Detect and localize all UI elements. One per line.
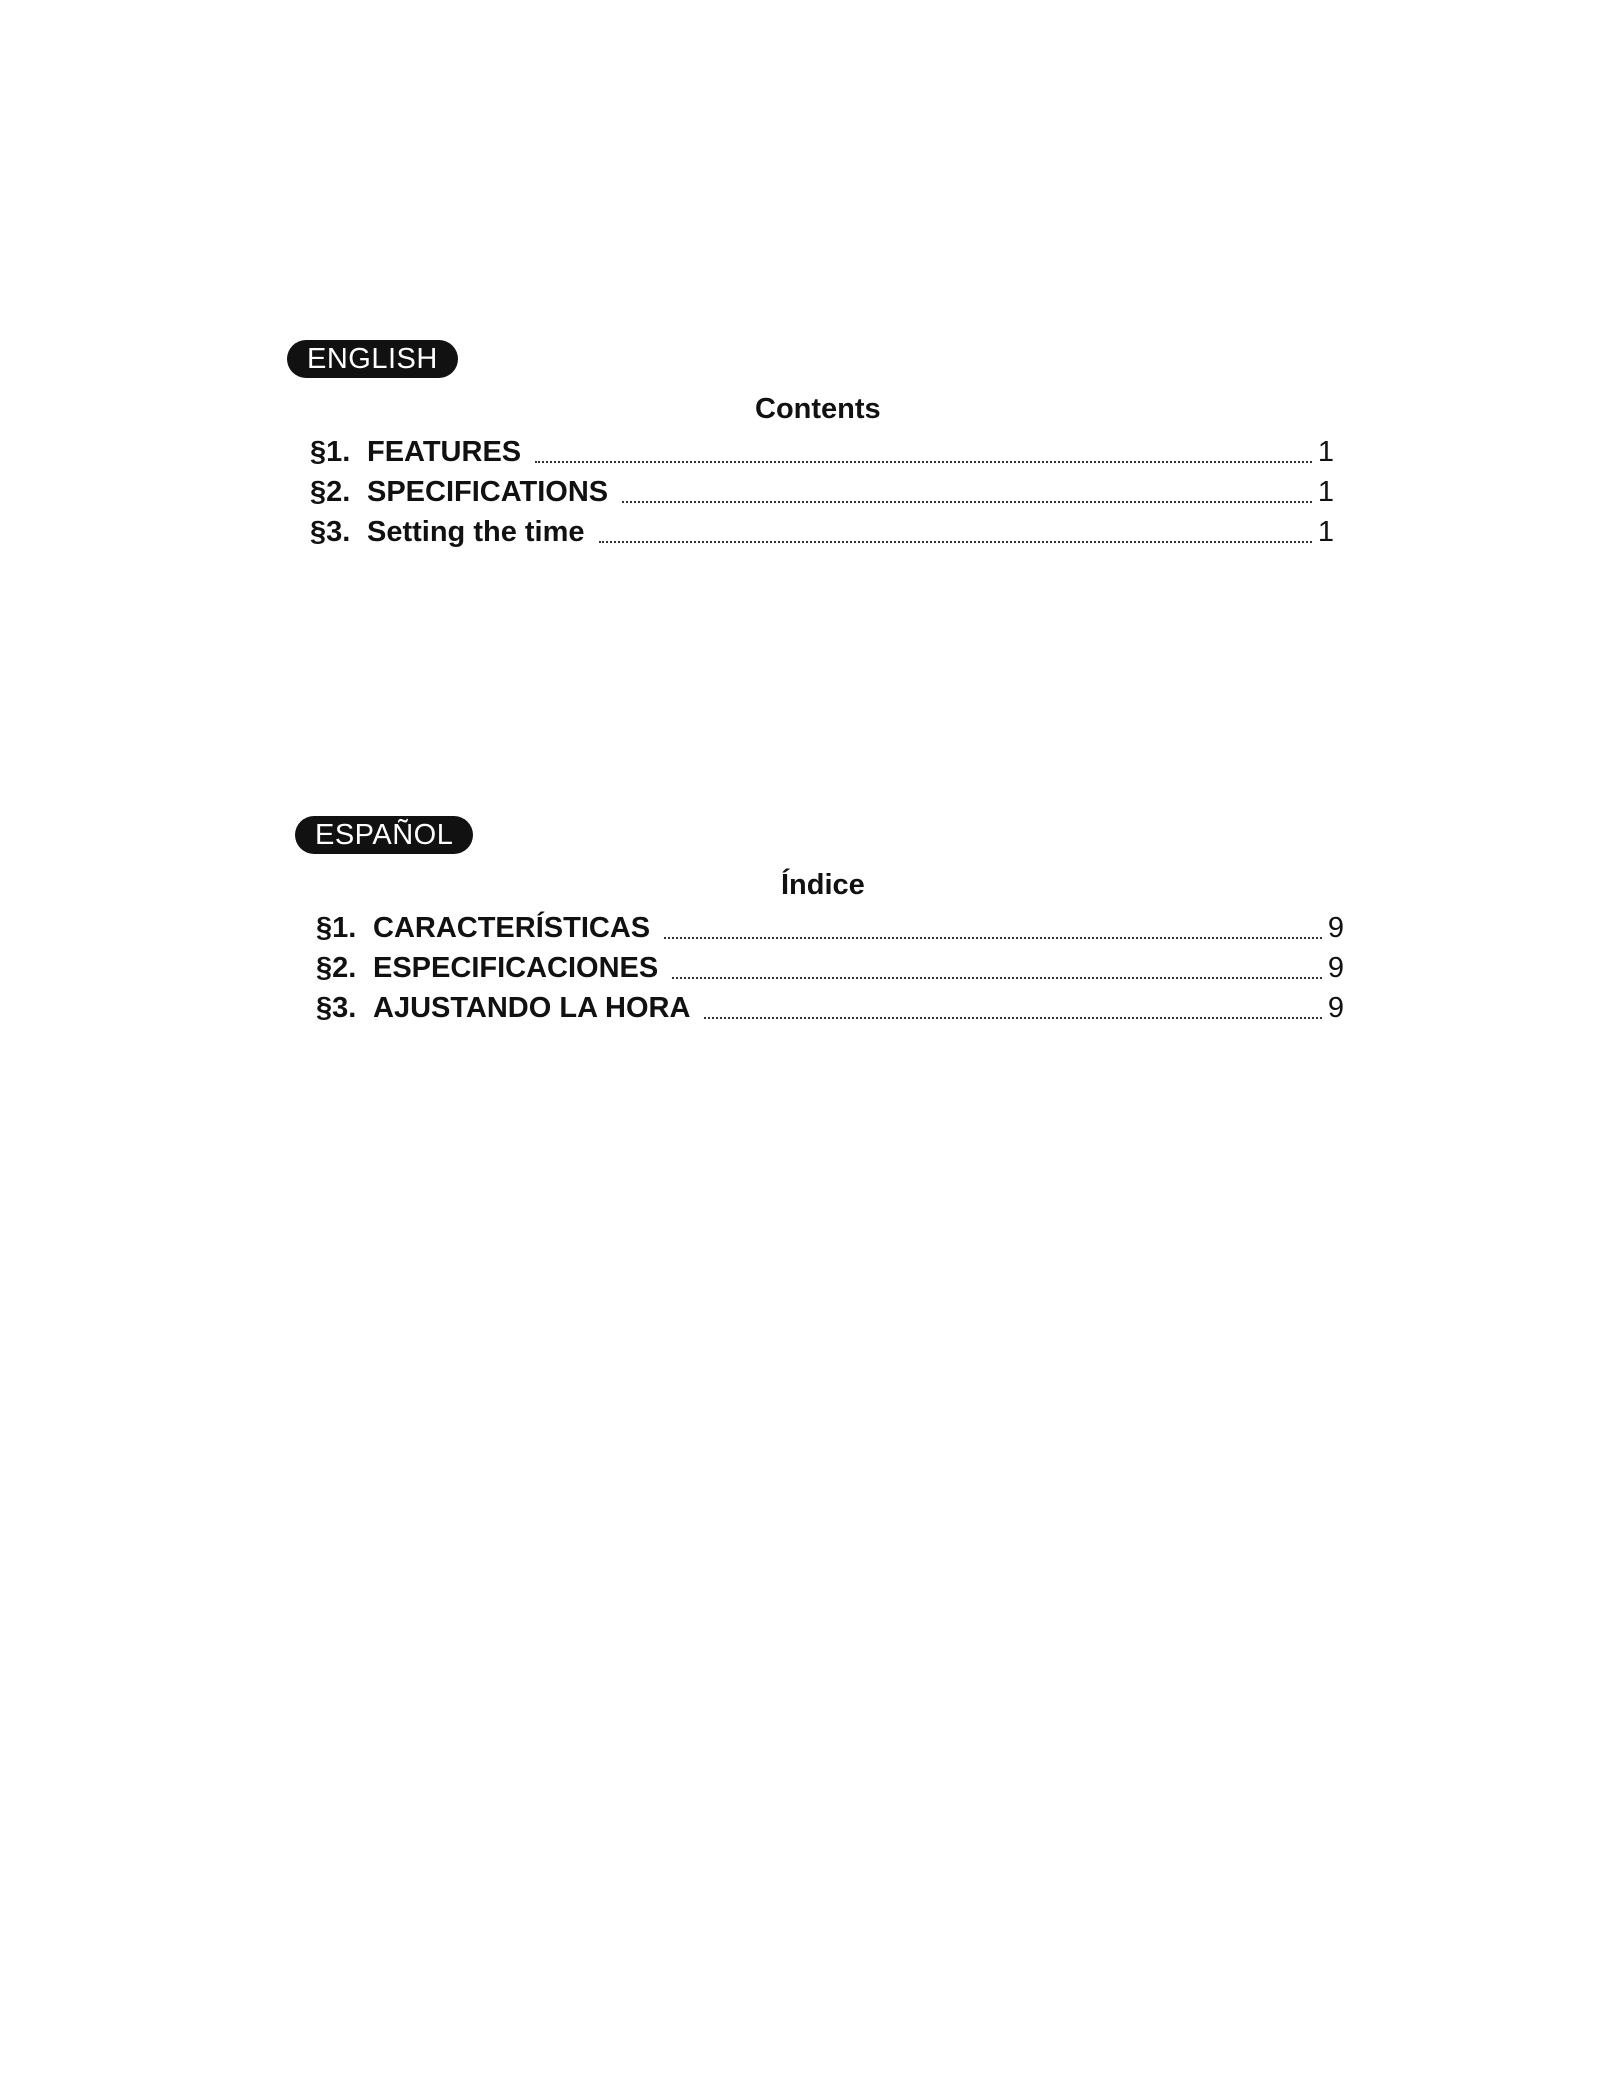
toc-entry-number: §1. bbox=[316, 912, 357, 944]
toc-entry-number: §3. bbox=[310, 516, 351, 548]
dot-leader bbox=[599, 541, 1312, 543]
dot-leader bbox=[535, 461, 1312, 463]
toc-entry-title: CARACTERÍSTICAS bbox=[373, 912, 651, 944]
dot-leader bbox=[664, 937, 1322, 939]
toc-entry-number: §3. bbox=[316, 992, 357, 1024]
toc-entry-number: §2. bbox=[310, 476, 351, 508]
toc-entry-title: SPECIFICATIONS bbox=[367, 476, 609, 508]
toc-entry-title: FEATURES bbox=[367, 436, 522, 468]
toc-entry-page: 1 bbox=[1317, 476, 1334, 508]
toc-entry[interactable] bbox=[316, 948, 1344, 988]
toc-entry-title: ESPECIFICACIONES bbox=[373, 952, 659, 984]
toc-entry[interactable] bbox=[310, 432, 1334, 472]
toc-entry-number: §1. bbox=[310, 436, 351, 468]
language-badge-english: ENGLISH bbox=[287, 340, 458, 378]
toc-entry-page: 9 bbox=[1327, 952, 1344, 984]
toc-entry[interactable] bbox=[310, 512, 1334, 552]
language-badge-espanol: ESPAÑOL bbox=[295, 816, 473, 854]
toc-entry[interactable] bbox=[310, 472, 1334, 512]
toc-list-espanol bbox=[316, 908, 1344, 1028]
dot-leader bbox=[704, 1017, 1321, 1019]
dot-leader bbox=[622, 501, 1312, 503]
toc-entry-number: §2. bbox=[316, 952, 357, 984]
toc-entry-page: 1 bbox=[1317, 516, 1334, 548]
toc-heading-english: Contents bbox=[755, 393, 881, 425]
toc-entry-title: AJUSTANDO LA HORA bbox=[373, 992, 691, 1024]
toc-entry[interactable] bbox=[316, 908, 1344, 948]
toc-entry-title: Setting the time bbox=[367, 516, 585, 548]
toc-entry-page: 9 bbox=[1327, 992, 1344, 1024]
toc-list-english bbox=[310, 432, 1334, 552]
toc-entry-page: 1 bbox=[1317, 436, 1334, 468]
toc-entry-page: 9 bbox=[1327, 912, 1344, 944]
toc-entry[interactable] bbox=[316, 988, 1344, 1028]
toc-heading-espanol: Índice bbox=[781, 869, 865, 901]
dot-leader bbox=[672, 977, 1322, 979]
